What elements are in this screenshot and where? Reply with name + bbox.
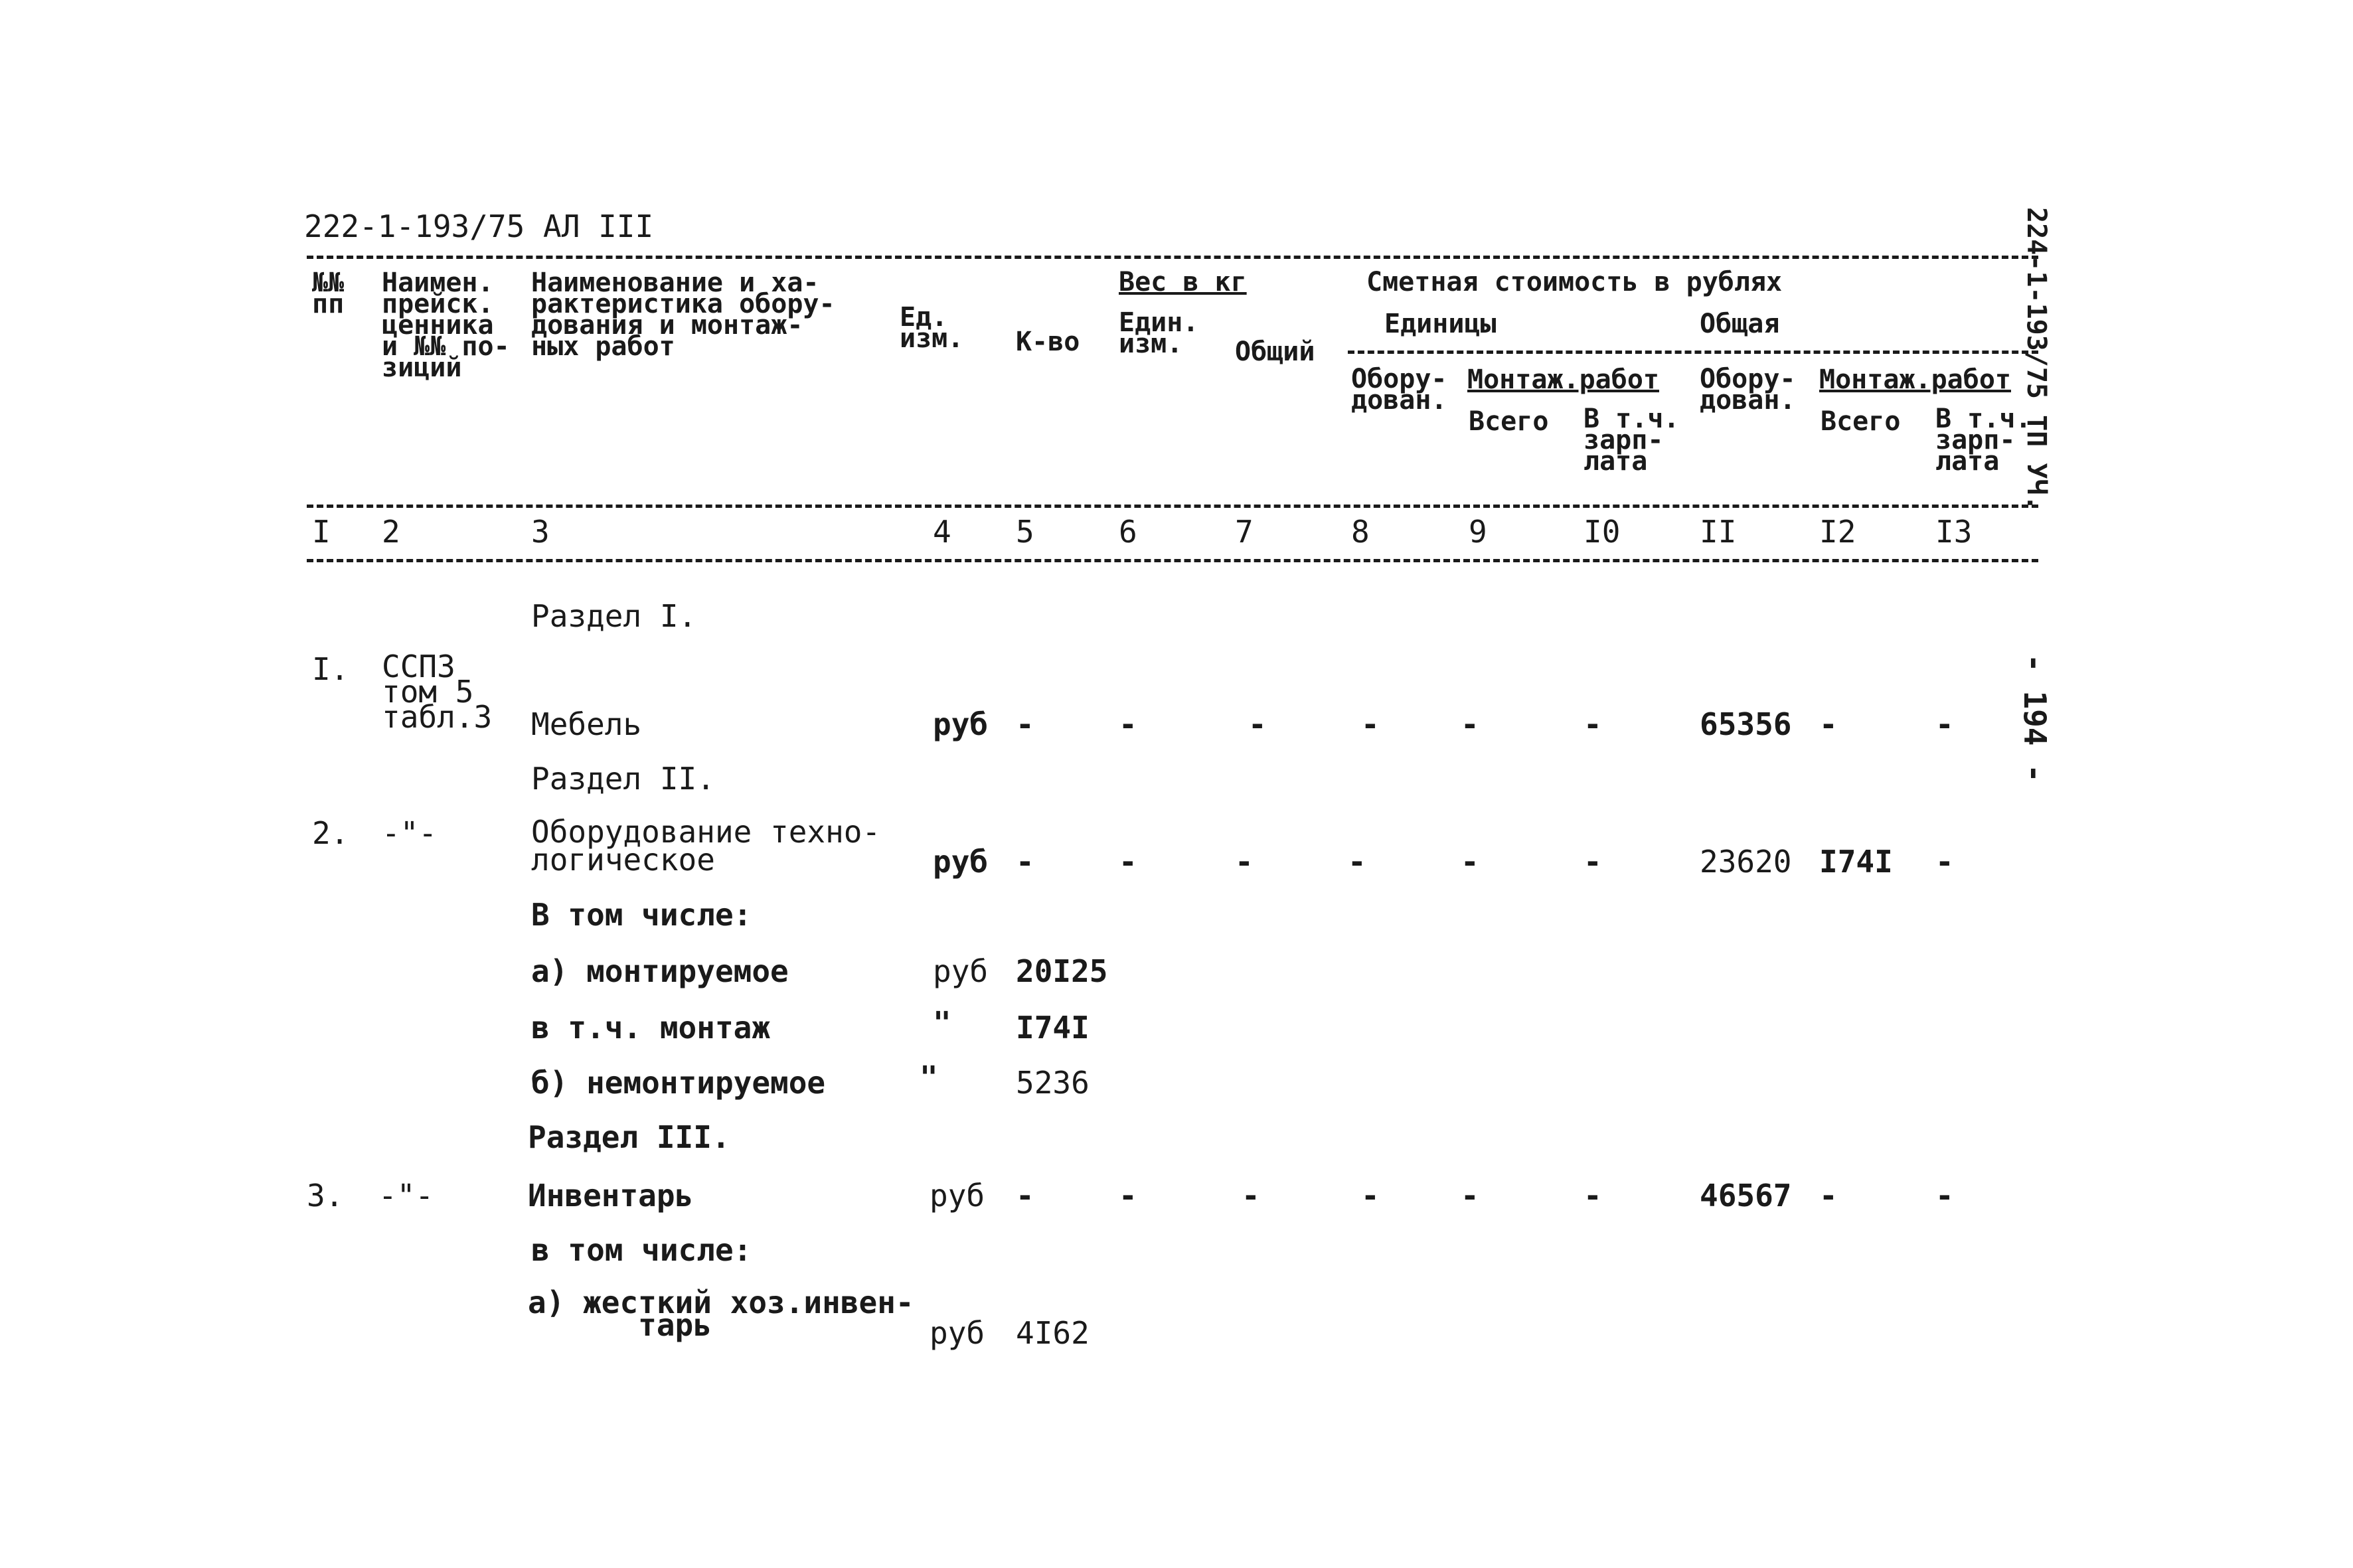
header-item-name: Наименование и ха- рактеристика обору- дования и монтаж- ных работ: [531, 268, 835, 362]
row-mounting-unit-dash: -: [1461, 1178, 1479, 1214]
row-equipment-unit-dash: -: [1361, 1178, 1380, 1214]
row-quantity: I74I: [1016, 1010, 1090, 1046]
column-number-12: I2: [1819, 514, 1856, 550]
section-title: Раздел III.: [528, 1119, 730, 1155]
row-weight-unit-dash: -: [1119, 706, 1137, 742]
row-item-name: а) жесткий хоз.инвен- тарь: [528, 1285, 914, 1343]
row-price-reference: -"-: [378, 1178, 434, 1214]
row-weight-total-dash: -: [1242, 1178, 1260, 1214]
top-rule: [307, 256, 2038, 259]
row-mounting-unit-dash: -: [1461, 706, 1479, 742]
row-equipment-total: 23620: [1700, 844, 1792, 880]
row-item-name: Инвентарь: [528, 1178, 694, 1214]
row-item-name: а) монтируемое: [531, 953, 789, 989]
header-weight-unit: Един. изм.: [1119, 307, 1199, 359]
row-mounting-wage-unit-dash: -: [1583, 1178, 1602, 1214]
header-price-reference: Наимен. прейск. ценника и №№ по- зиций: [382, 268, 510, 383]
column-number-3: 3: [531, 514, 550, 550]
header-mounting-unit: Монтаж.работ: [1467, 364, 1659, 395]
row-price-reference: ССПЗ том 5 табл.3: [382, 649, 493, 735]
row-item-name: в т.ч. монтаж: [531, 1010, 771, 1046]
row-mounting-unit-dash: -: [1461, 844, 1479, 880]
cost-unit-rule: [1348, 351, 2038, 354]
header-mounting-all-unit: Всего: [1469, 406, 1549, 437]
row-quantity-dash: -: [1016, 844, 1034, 880]
row-mounting-wage-total-dash: -: [1935, 706, 1954, 742]
column-number-13: I3: [1935, 514, 1973, 550]
row-equipment-unit-dash: -: [1348, 844, 1366, 880]
including-label: в том числе:: [531, 1232, 752, 1268]
header-mounting-wage-unit: В т.ч. зарп- лата: [1583, 404, 1680, 477]
column-number-1: I: [312, 514, 331, 550]
column-numbers-rule: [307, 559, 2038, 562]
side-document-code: 224-1-193/75 ТП УЧ.: [2021, 207, 2052, 511]
header-mounting-all-total: Всего: [1821, 406, 1901, 437]
header-mounting-total: Монтаж.работ: [1819, 364, 2011, 395]
row-equipment-unit-dash: -: [1361, 706, 1380, 742]
row-unit: руб: [930, 1315, 985, 1351]
row-unit: ": [920, 1059, 938, 1095]
row-quantity-dash: -: [1016, 706, 1034, 742]
document-code: 222-1-193/75 АЛ III: [304, 208, 654, 244]
column-number-4: 4: [933, 514, 951, 550]
section-title: Раздел II.: [531, 761, 715, 797]
header-mounting-wage-total: В т.ч. зарп- лата: [1935, 404, 2032, 477]
including-label: В том числе:: [531, 897, 752, 933]
header-cost-total: Общая: [1700, 309, 1780, 339]
section-title: Раздел I.: [531, 598, 697, 634]
column-number-8: 8: [1351, 514, 1370, 550]
row-weight-total-dash: -: [1235, 844, 1254, 880]
row-mounting-total: I74I: [1819, 844, 1893, 880]
row-equipment-total: 46567: [1700, 1178, 1792, 1214]
header-weight: Вес в кг: [1119, 267, 1247, 297]
row-weight-total-dash: -: [1248, 706, 1267, 742]
header-weight-total: Общий: [1235, 337, 1315, 367]
row-quantity: 5236: [1016, 1065, 1090, 1101]
header-cost: Сметная стоимость в рублях: [1366, 267, 1783, 297]
row-mounting-wage-unit-dash: -: [1583, 844, 1602, 880]
row-item-name: б) немонтируемое: [531, 1065, 826, 1101]
column-number-2: 2: [382, 514, 400, 550]
row-unit: руб: [933, 706, 989, 742]
row-number: 3.: [307, 1178, 344, 1214]
row-equipment-total: 65356: [1700, 706, 1792, 742]
header-quantity: К-во: [1016, 327, 1080, 357]
row-number: 2.: [312, 815, 349, 851]
header-equipment-unit: Обору- дован.: [1351, 364, 1447, 416]
column-number-9: 9: [1469, 514, 1487, 550]
row-unit: ": [933, 1005, 951, 1041]
row-quantity: 4I62: [1016, 1315, 1090, 1351]
header-bottom-rule: [307, 505, 2038, 508]
column-number-10: I0: [1583, 514, 1621, 550]
row-weight-unit-dash: -: [1119, 844, 1137, 880]
row-mounting-wage-unit-dash: -: [1583, 706, 1602, 742]
column-number-7: 7: [1235, 514, 1254, 550]
row-weight-unit-dash: -: [1119, 1178, 1137, 1214]
header-unit: Ед. изм.: [900, 302, 964, 354]
row-quantity-dash: -: [1016, 1178, 1034, 1214]
row-item-name: Мебель: [531, 706, 642, 742]
row-unit: руб: [933, 953, 989, 989]
row-mounting-total-dash: -: [1819, 706, 1838, 742]
column-number-6: 6: [1119, 514, 1137, 550]
header-cost-unit: Единицы: [1384, 309, 1497, 339]
column-number-5: 5: [1016, 514, 1034, 550]
row-mounting-wage-total-dash: -: [1935, 844, 1954, 880]
side-page-number: - 194 -: [2017, 654, 2053, 783]
row-mounting-wage-total-dash: -: [1935, 1178, 1954, 1214]
header-row-number: №№ пп: [312, 268, 345, 319]
row-quantity: 20I25: [1016, 953, 1108, 989]
column-number-11: II: [1700, 514, 1737, 550]
row-mounting-total-dash: -: [1819, 1178, 1838, 1214]
row-item-name: Оборудование техно- логическое: [531, 814, 881, 878]
row-unit: руб: [933, 844, 989, 880]
row-unit: руб: [930, 1178, 985, 1214]
row-number: I.: [312, 651, 349, 687]
row-price-reference: -"-: [382, 815, 438, 851]
header-equipment-total: Обору- дован.: [1700, 364, 1796, 416]
